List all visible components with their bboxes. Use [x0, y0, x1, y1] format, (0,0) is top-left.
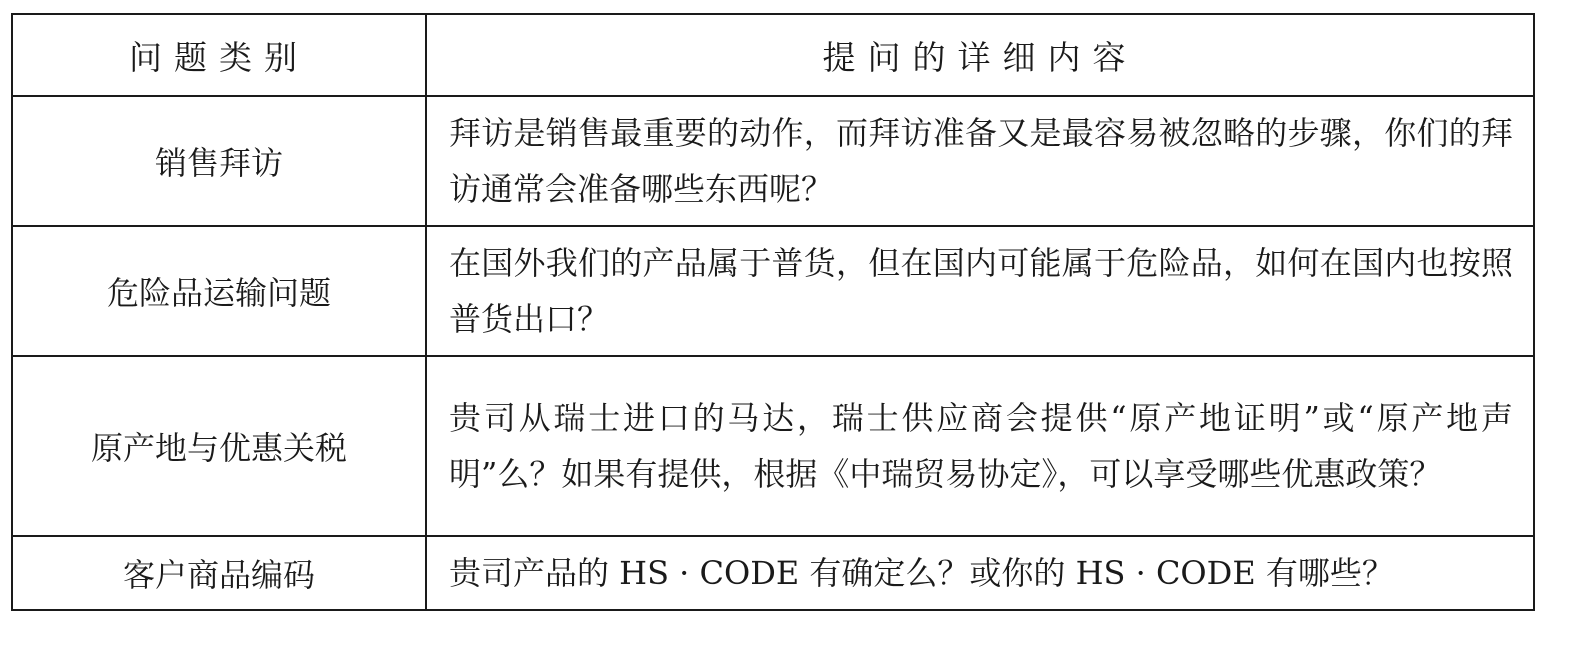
header-category: 问题类别 [12, 14, 426, 96]
row-detail: 贵司产品的 HS · CODE 有确定么？或你的 HS · CODE 有哪些？ [426, 536, 1534, 610]
table-row [12, 536, 1534, 610]
row-detail: 在国外我们的产品属于普货，但在国内可能属于危险品，如何在国内也按照普货出口？ [426, 226, 1534, 356]
row-detail: 拜访是销售最重要的动作，而拜访准备又是最容易被忽略的步骤，你们的拜访通常会准备哪些东西呢？ [426, 96, 1534, 226]
table-row [12, 96, 1534, 226]
row-detail: 贵司从瑞士进口的马达，瑞士供应商会提供“原产地证明”或“原产地声明”么？如果有提供，根据《中瑞贸易协定》，可以享受哪些优惠政策？ [426, 356, 1534, 536]
table-row [12, 226, 1534, 356]
question-table [11, 13, 1535, 611]
row-category: 危险品运输问题 [12, 226, 426, 356]
row-category: 销售拜访 [12, 96, 426, 226]
table-row [12, 356, 1534, 536]
row-category: 客户商品编码 [12, 536, 426, 610]
header-row [12, 14, 1534, 96]
row-category: 原产地与优惠关税 [12, 356, 426, 536]
header-detail: 提问的详细内容 [426, 14, 1534, 96]
